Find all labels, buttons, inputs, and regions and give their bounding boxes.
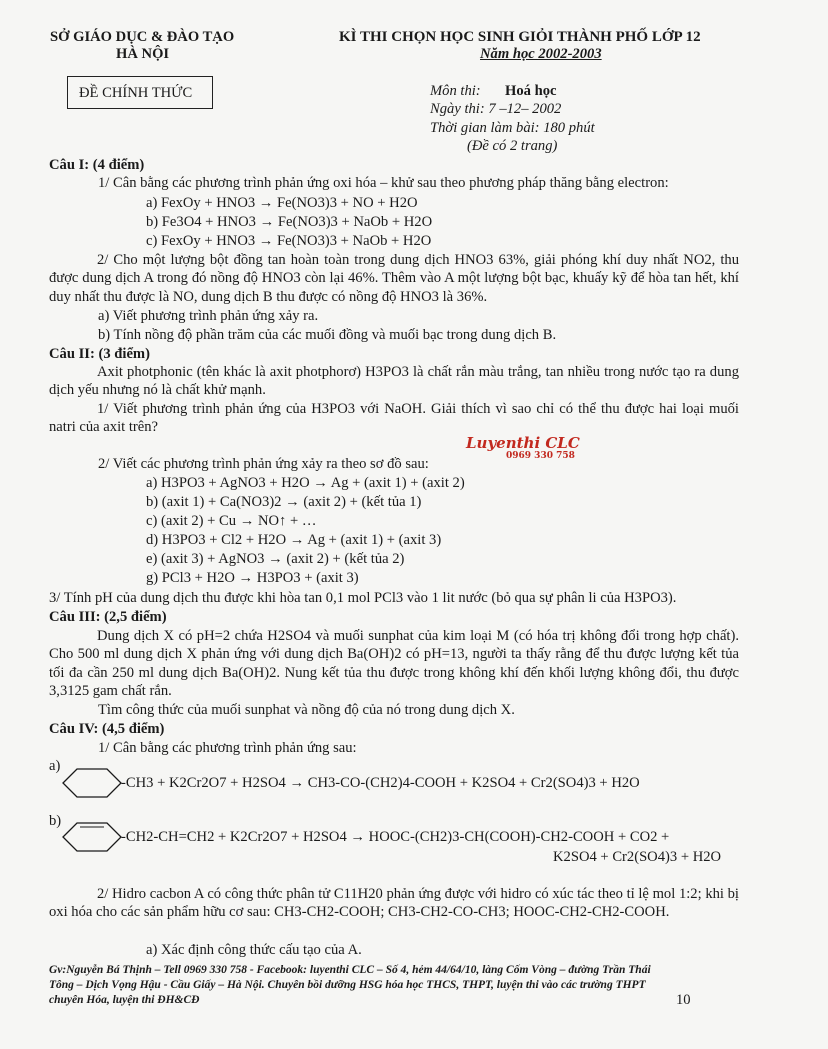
q2-scheme-g: g) PCl3 + H2O → H3PO3 + (axit 3)	[146, 570, 359, 586]
q3-title: Câu III: (2,5 điểm)	[49, 609, 167, 625]
q2-scheme-d: d) H3PO3 + Cl2 + H2O → Ag + (axit 1) + (axit 3)	[146, 532, 442, 548]
q2-part2-instruction: 2/ Viết các phương trình phản ứng xảy ra theo sơ đồ sau:	[98, 456, 429, 472]
q2-scheme-b: b) (axit 1) + Ca(NO3)2 → (axit 2) + (kết tủa 1)	[146, 494, 422, 510]
footer-line-3: chuyên Hóa, luyện thi ĐH&CĐ	[49, 994, 200, 1006]
cyclopentene-ring-icon	[59, 820, 125, 854]
q2-scheme-e: e) (axit 3) + AgNO3 → (axit 2) + (kết tủa 2)	[146, 551, 405, 567]
q3-question: Tìm công thức của muối sunphat và nồng độ của nó trong dung dịch X.	[98, 702, 515, 718]
q1-title: Câu I: (4 điểm)	[49, 157, 145, 173]
page-number: 10	[676, 992, 691, 1008]
q2-scheme-c: c) (axit 2) + Cu → NO↑ + …	[146, 513, 317, 529]
footer-line-2: Tông – Dịch Vọng Hậu - Cầu Giấy – Hà Nội. Chuyên bồi dưỡng HSG hóa học THCS, THPT, luyện thi vào các trường THPT	[49, 979, 646, 991]
official-label: ĐỀ CHÍNH THỨC	[79, 85, 193, 101]
q3-text: Dung dịch X có pH=2 chứa H2SO4 và muối sunphat của kim loại M (có hóa trị không đổi trong hợp chất). Cho 500 ml dung dịch X phản ứng với dung dịch Ba(OH)2 có pH=13, người ta thấy rằng để thu được lượng kết tủa tối đa cần 250 ml dung dịch Ba(OH)2. Nung kết tủa thu được trong không khí đến khối lượng không đổi, thu được 3,3125 gam chất rắn.	[49, 628, 739, 700]
q1-equation-c: c) FexOy + HNO3 → Fe(NO3)3 + NaOb + H2O	[146, 233, 432, 249]
school-year: Năm học 2002-2003	[480, 46, 602, 62]
q4-part2-a: a) Xác định công thức cấu tạo của A.	[146, 942, 362, 958]
page-count: (Đề có 2 trang)	[467, 138, 558, 154]
q1-part2-a: a) Viết phương trình phản ứng xảy ra.	[98, 308, 319, 324]
q4-a-label: a)	[49, 758, 61, 774]
q2-part3: 3/ Tính pH của dung dịch thu được khi hòa tan 0,1 mol PCl3 vào 1 lit nước (bỏ qua sự phân li của H3PO3).	[49, 590, 677, 606]
q2-scheme-a: a) H3PO3 + AgNO3 + H2O → Ag + (axit 1) + (axit 2)	[146, 475, 465, 491]
q4-part1-instruction: 1/ Cân bằng các phương trình phản ứng sau:	[98, 740, 357, 756]
subject: Hoá học	[505, 83, 557, 99]
q2-intro: Axit photphonic (tên khác là axit photphorơ) H3PO3 là chất rắn màu trắng, tan nhiều trong nước tạo ra dung dịch yếu nhưng nó là chất khử mạnh.	[49, 364, 739, 399]
exam-date: Ngày thi: 7 –12– 2002	[430, 101, 562, 117]
q1-part1-instruction: 1/ Cân bằng các phương trình phản ứng oxi hóa – khử sau theo phương pháp thăng bằng electron:	[98, 175, 669, 191]
q4-equation-b-cont: K2SO4 + Cr2(SO4)3 + H2O	[553, 849, 722, 865]
q1-part2-b: b) Tính nồng độ phần trăm của các muối đồng và muối bạc trong dung dịch B.	[98, 327, 557, 343]
q4-equation-b: -CH2-CH=CH2 + K2Cr2O7 + H2SO4 → HOOC-(CH2)3-CH(COOH)-CH2-COOH + CO2 +	[121, 829, 670, 845]
q4-equation-a: -CH3 + K2Cr2O7 + H2SO4 → CH3-CO-(CH2)4-COOH + K2SO4 + Cr2(SO4)3 + H2O	[121, 775, 640, 791]
footer-line-1: Gv:Nguyễn Bá Thịnh – Tell 0969 330 758 - Facebook: luyenthi CLC – Số 4, hẻm 44/64/10, làng Cốm Vòng – đường Trần Thái	[49, 964, 651, 976]
q4-title: Câu IV: (4,5 điểm)	[49, 721, 165, 737]
cyclohexane-ring-icon	[59, 766, 125, 800]
exam-title: KÌ THI CHỌN HỌC SINH GIỎI THÀNH PHỐ LỚP 12	[339, 29, 701, 45]
department-name: SỞ GIÁO DỤC & ĐÀO TẠO	[50, 29, 235, 45]
exam-duration: Thời gian làm bài: 180 phút	[430, 120, 595, 136]
q4-part2-text: 2/ Hidro cacbon A có công thức phân tử C11H20 phản ứng được với hidro có xúc tác theo tỉ lệ mol 1:2; khi bị oxi hóa cho các sản phẩm hữu cơ sau: CH3-CH2-COOH; CH3-CH2-CO-CH3; HOOC-CH2-CH2-COOH.	[49, 886, 739, 921]
department-city: HÀ NỘI	[116, 46, 170, 62]
stamp-phone: 0969 330 758	[506, 451, 575, 461]
q2-title: Câu II: (3 điểm)	[49, 346, 150, 362]
q1-part2-text: 2/ Cho một lượng bột đồng tan hoàn toàn trong dung dịch HNO3 63%, giải phóng khí duy nhất NO2, thu được dung dịch A trong đó nồng độ HNO3 còn lại 46%. Thêm vào A một lượng bột bạc, khuấy kỹ để hòa tan hết, khí duy nhất thu được là NO, dung dịch B thu được có nồng độ HNO3 là 36%.	[49, 252, 739, 305]
stamp-name: Luyenthi CLC	[466, 434, 580, 452]
q1-equation-b: b) Fe3O4 + HNO3 → Fe(NO3)3 + NaOb + H2O	[146, 214, 433, 230]
q2-part1: 1/ Viết phương trình phản ứng của H3PO3 với NaOH. Giải thích vì sao chỉ có thể thu được hai loại muối natri của axit trên?	[49, 401, 739, 436]
q4-b-label: b)	[49, 813, 62, 829]
subject-label: Môn thi:	[430, 83, 481, 99]
q1-equation-a: a) FexOy + HNO3 → Fe(NO3)3 + NO + H2O	[146, 195, 418, 211]
